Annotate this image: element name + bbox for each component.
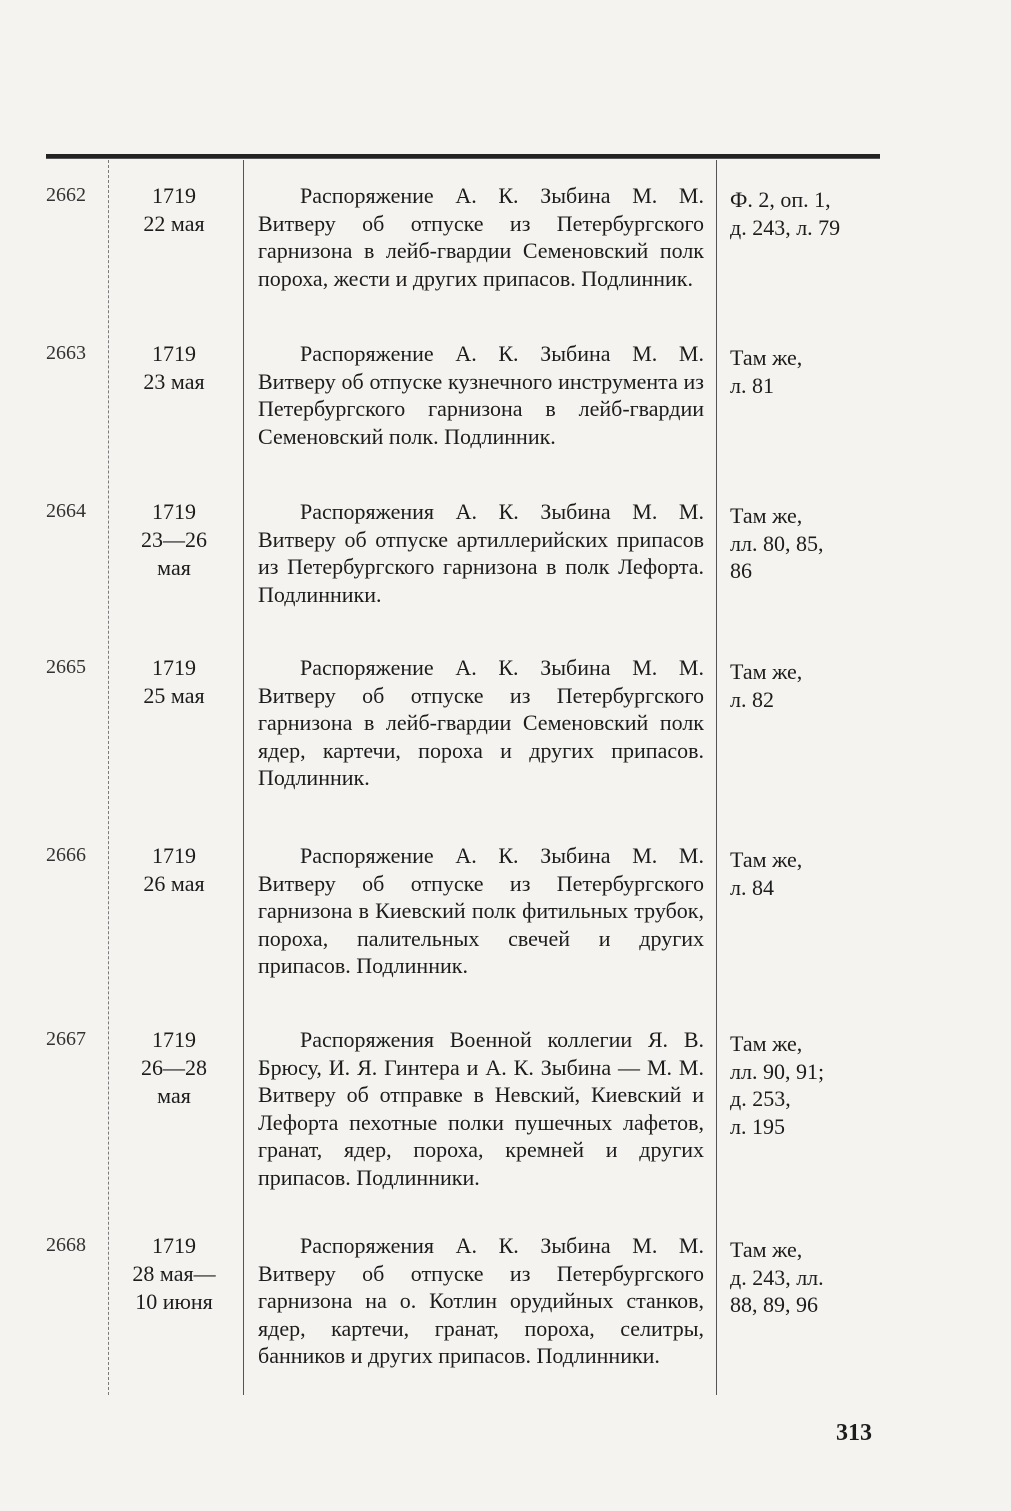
record-reference-line: Там же, <box>730 1237 803 1262</box>
column-divider-description <box>716 160 717 1395</box>
record-date <box>112 1232 236 1316</box>
record-reference <box>730 186 890 241</box>
record-description: Распоряжение А. К. Зыбина М. М. Витверу об отпуске из Петербургского гарнизона в лейб-гвардии Семеновский полк ядер, картечи, пороха и других припасов. Подлинник. <box>258 655 704 790</box>
record-date-line: 1719 <box>152 843 196 868</box>
page-number: 313 <box>836 1420 872 1446</box>
record-number: 2665 <box>46 656 86 678</box>
record-date-line: 25 мая <box>143 683 205 708</box>
column-divider-date <box>243 160 244 1395</box>
record-number: 2664 <box>46 500 86 522</box>
record-reference-line: Там же, <box>730 659 803 684</box>
record-date <box>112 1026 236 1110</box>
record-date-line: 1719 <box>152 341 196 366</box>
record-reference-line: Там же, <box>730 345 803 370</box>
record-reference-line: Там же, <box>730 503 803 528</box>
record-description: Распоряжение А. К. Зыбина М. М. Витверу об отпуске из Петербургского гарнизона в Киевский полк фитильных трубок, пороха, палительных свечей и других припасов. Подлинник. <box>258 843 704 978</box>
record-description: Распоряжения А. К. Зыбина М. М. Витверу об отпуске артиллерийских припасов из Петербургского гарнизона в полк Лефорта. Подлинники. <box>258 499 704 607</box>
record-number: 2662 <box>46 184 86 206</box>
record-date-line: 1719 <box>152 183 196 208</box>
record-reference-line: д. 243, лл. <box>730 1264 824 1290</box>
record-reference <box>730 502 890 585</box>
record-date-line: мая <box>157 555 191 580</box>
record-date-line: 10 июня <box>135 1289 213 1314</box>
record-number: 2667 <box>46 1028 86 1050</box>
record-reference <box>730 1030 890 1140</box>
column-divider-number <box>108 160 109 1395</box>
record-date-line: 22 мая <box>143 211 205 236</box>
record-reference <box>730 344 890 399</box>
record-reference-line: 88, 89, 96 <box>730 1292 818 1317</box>
record-reference-line: лл. 80, 85, <box>730 530 824 556</box>
record-date-line: 1719 <box>152 499 196 524</box>
record-description: Распоряжение А. К. Зыбина М. М. Витверу об отпуске из Петербургского гарнизона в лейб-гвардии Семеновский полк пороха, жести и других припасов. Подлинник. <box>258 183 704 291</box>
record-number: 2666 <box>46 844 86 866</box>
record-number: 2663 <box>46 342 86 364</box>
record-reference-line: д. 243, л. 79 <box>730 214 841 240</box>
record-reference-line: лл. 90, 91; <box>730 1058 825 1084</box>
record-reference <box>730 846 890 901</box>
record-date-line: 28 мая— <box>132 1261 216 1286</box>
record-date <box>112 498 236 582</box>
record-reference-line: л. 81 <box>730 372 774 398</box>
record-number: 2668 <box>46 1234 86 1256</box>
record-reference <box>730 1236 890 1319</box>
record-date-line: 1719 <box>152 1233 196 1258</box>
record-date-line: 26—28 <box>141 1055 207 1080</box>
record-reference <box>730 658 890 713</box>
record-date-line: 1719 <box>152 1027 196 1052</box>
table-top-rule <box>46 154 880 159</box>
record-reference-line: л. 84 <box>730 874 774 900</box>
record-date <box>112 182 236 238</box>
record-date-line: 23 мая <box>143 369 205 394</box>
record-reference-line: Ф. 2, оп. 1, <box>730 187 831 212</box>
record-reference-line: л. 82 <box>730 686 774 712</box>
record-description: Распоряжения А. К. Зыбина М. М. Витверу об отпуске из Петербургского гарнизона на о. Котлин орудийных станков, ядер, картечи, гранат, пороха, селитры, банников и других припасов. Подлинники. <box>258 1233 704 1368</box>
record-date-line: мая <box>157 1083 191 1108</box>
record-description: Распоряжение А. К. Зыбина М. М. Витверу об отпуске кузнечного инструмента из Петербургского гарнизона в лейб-гвардии Семеновский полк. Подлинник. <box>258 341 704 449</box>
record-reference-line: д. 253, <box>730 1086 791 1111</box>
record-description: Распоряжения Военной коллегии Я. В. Брюсу, И. Я. Гинтера и А. К. Зыбина — М. М. Витверу об отправке в Невский, Киевский и Лефорта пехотные полки пушечных лафетов, гранат, ядер, пороха, кремней и других припасов. Подлинники. <box>258 1027 704 1190</box>
record-date-line: 1719 <box>152 655 196 680</box>
record-date-line: 26 мая <box>143 871 205 896</box>
record-reference-line: 86 <box>730 558 752 583</box>
record-reference-line: л. 195 <box>730 1113 785 1139</box>
record-reference-line: Там же, <box>730 847 803 872</box>
record-date-line: 23—26 <box>141 527 207 552</box>
record-date <box>112 654 236 710</box>
record-reference-line: Там же, <box>730 1031 803 1056</box>
record-date <box>112 842 236 898</box>
record-date <box>112 340 236 396</box>
